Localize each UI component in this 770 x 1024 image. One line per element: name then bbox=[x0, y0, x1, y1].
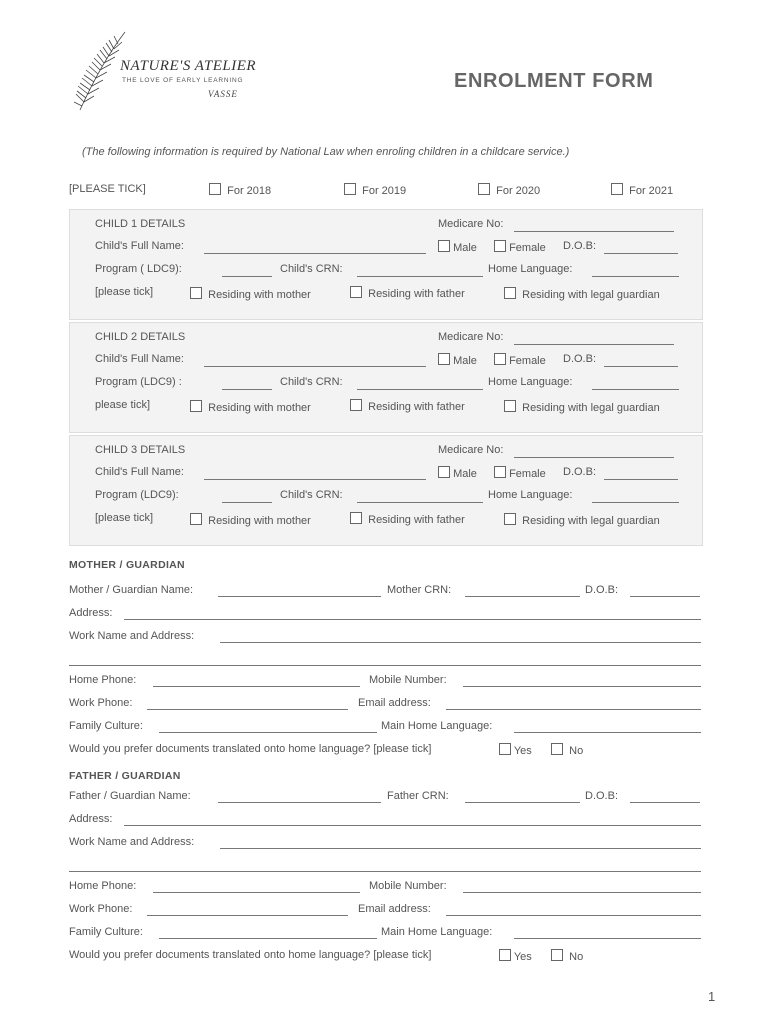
child-2-program-field[interactable] bbox=[222, 389, 272, 390]
child-3-with-mother-option[interactable]: Residing with mother bbox=[190, 513, 311, 527]
checkbox-icon[interactable] bbox=[350, 399, 362, 411]
checkbox-icon[interactable] bbox=[504, 513, 516, 525]
child-1-female-option[interactable]: Female bbox=[494, 240, 546, 254]
mother-email-field[interactable] bbox=[446, 709, 701, 710]
child-3-heading: CHILD 3 DETAILS bbox=[95, 444, 186, 456]
checkbox-icon[interactable] bbox=[350, 512, 362, 524]
mother-work-field-line-2[interactable] bbox=[69, 665, 701, 666]
legal-note: (The following information is required by National Law when enroling children in a childcare service.) bbox=[82, 146, 570, 158]
child-2-dob-field[interactable] bbox=[604, 366, 678, 367]
checkbox-icon[interactable] bbox=[504, 287, 516, 299]
child-2-language-label: Home Language: bbox=[488, 376, 573, 388]
child-2-male-option[interactable]: Male bbox=[438, 353, 477, 367]
child-1-dob-label: D.O.B: bbox=[563, 240, 597, 252]
child-3-tick-label: [please tick] bbox=[95, 512, 154, 524]
year-option-2019[interactable]: For 2019 bbox=[344, 183, 406, 197]
checkbox-icon[interactable] bbox=[438, 466, 450, 478]
father-work-field-line-2[interactable] bbox=[69, 871, 701, 872]
child-1-tick-label: [please tick] bbox=[95, 286, 154, 298]
checkbox-icon[interactable] bbox=[494, 240, 506, 252]
checkbox-icon[interactable] bbox=[190, 400, 202, 412]
mother-crn-label: Mother CRN: bbox=[387, 584, 452, 596]
child-1-name-label: Child's Full Name: bbox=[95, 240, 184, 252]
brand-tagline: THE LOVE OF EARLY LEARNING bbox=[122, 77, 244, 84]
checkbox-icon[interactable] bbox=[438, 353, 450, 365]
child-3-name-field[interactable] bbox=[204, 479, 426, 480]
checkbox-icon[interactable] bbox=[504, 400, 516, 412]
child-2-program-label: Program (LDC9) : bbox=[95, 376, 182, 388]
child-2-tick-label: please tick] bbox=[95, 399, 151, 411]
father-section-heading: FATHER / GUARDIAN bbox=[69, 770, 181, 782]
mother-address-field[interactable] bbox=[124, 619, 701, 620]
checkbox-icon[interactable] bbox=[190, 513, 202, 525]
mother-mobile-field[interactable] bbox=[463, 686, 701, 687]
child-3-dob-field[interactable] bbox=[604, 479, 678, 480]
mother-home-phone-field[interactable] bbox=[153, 686, 360, 687]
checkbox-icon[interactable] bbox=[190, 287, 202, 299]
child-3-name-label: Child's Full Name: bbox=[95, 466, 184, 478]
child-1-heading: CHILD 1 DETAILS bbox=[95, 218, 186, 230]
checkbox-icon[interactable] bbox=[438, 240, 450, 252]
child-2-language-field[interactable] bbox=[592, 389, 679, 390]
mother-work-label: Work Name and Address: bbox=[69, 630, 195, 642]
tick-label: [PLEASE TICK] bbox=[69, 183, 146, 195]
child-3-crn-label: Child's CRN: bbox=[280, 489, 343, 501]
checkbox-icon[interactable] bbox=[209, 183, 221, 195]
child-3-crn-field[interactable] bbox=[357, 502, 483, 503]
father-work-field[interactable] bbox=[220, 848, 701, 849]
child-3-language-label: Home Language: bbox=[488, 489, 573, 501]
child-1-with-guardian-option[interactable]: Residing with legal guardian bbox=[504, 287, 660, 301]
father-email-field[interactable] bbox=[446, 915, 701, 916]
father-address-label: Address: bbox=[69, 813, 113, 825]
mother-work-phone-label: Work Phone: bbox=[69, 697, 133, 709]
brand-name: NATURE'S ATELIER bbox=[120, 58, 257, 74]
year-option-2020[interactable]: For 2020 bbox=[478, 183, 540, 197]
father-work-label: Work Name and Address: bbox=[69, 836, 195, 848]
checkbox-icon[interactable] bbox=[478, 183, 490, 195]
mother-translate-no[interactable]: No bbox=[551, 743, 583, 757]
mother-work-phone-field[interactable] bbox=[147, 709, 348, 710]
child-1-program-label: Program ( LDC9): bbox=[95, 263, 182, 275]
child-1-dob-field[interactable] bbox=[604, 253, 678, 254]
father-work-phone-label: Work Phone: bbox=[69, 903, 133, 915]
child-1-medicare-field[interactable] bbox=[514, 231, 674, 232]
checkbox-icon[interactable] bbox=[344, 183, 356, 195]
child-1-crn-field[interactable] bbox=[357, 276, 483, 277]
child-3-with-father-option[interactable]: Residing with father bbox=[350, 512, 465, 526]
checkbox-icon[interactable] bbox=[350, 286, 362, 298]
checkbox-icon[interactable] bbox=[494, 353, 506, 365]
child-1-language-label: Home Language: bbox=[488, 263, 573, 275]
mother-work-field[interactable] bbox=[220, 642, 701, 643]
father-home-phone-label: Home Phone: bbox=[69, 880, 137, 892]
child-3-female-option[interactable]: Female bbox=[494, 466, 546, 480]
father-translate-question: Would you prefer documents translated onto home language? [please tick] bbox=[69, 949, 432, 961]
child-2-with-guardian-option[interactable]: Residing with legal guardian bbox=[504, 400, 660, 414]
father-name-field[interactable] bbox=[218, 802, 381, 803]
mother-address-label: Address: bbox=[69, 607, 113, 619]
child-2-with-mother-option[interactable]: Residing with mother bbox=[190, 400, 311, 414]
father-main-language-label: Main Home Language: bbox=[381, 926, 493, 938]
child-3-program-field[interactable] bbox=[222, 502, 272, 503]
father-crn-field[interactable] bbox=[465, 802, 580, 803]
checkbox-icon[interactable] bbox=[551, 743, 563, 755]
mother-main-language-label: Main Home Language: bbox=[381, 720, 493, 732]
child-1-with-father-option[interactable]: Residing with father bbox=[350, 286, 465, 300]
child-2-dob-label: D.O.B: bbox=[563, 353, 597, 365]
child-3-program-label: Program (LDC9): bbox=[95, 489, 179, 501]
checkbox-icon[interactable] bbox=[499, 949, 511, 961]
father-dob-field[interactable] bbox=[630, 802, 700, 803]
checkbox-icon[interactable] bbox=[611, 183, 623, 195]
mother-home-phone-label: Home Phone: bbox=[69, 674, 137, 686]
year-option-2021[interactable]: For 2021 bbox=[611, 183, 673, 197]
child-1-crn-label: Child's CRN: bbox=[280, 263, 343, 275]
checkbox-icon[interactable] bbox=[551, 949, 563, 961]
father-mobile-label: Mobile Number: bbox=[369, 880, 447, 892]
father-name-label: Father / Guardian Name: bbox=[69, 790, 191, 802]
father-crn-label: Father CRN: bbox=[387, 790, 449, 802]
father-dob-label: D.O.B: bbox=[585, 790, 619, 802]
father-address-field[interactable] bbox=[124, 825, 701, 826]
child-1-with-mother-option[interactable]: Residing with mother bbox=[190, 287, 311, 301]
child-2-heading: CHILD 2 DETAILS bbox=[95, 331, 186, 343]
page-title: ENROLMENT FORM bbox=[454, 70, 654, 92]
checkbox-icon[interactable] bbox=[494, 466, 506, 478]
child-3-dob-label: D.O.B: bbox=[563, 466, 597, 478]
father-email-label: Email address: bbox=[358, 903, 431, 915]
child-2-medicare-field[interactable] bbox=[514, 344, 674, 345]
child-1-program-field[interactable] bbox=[222, 276, 272, 277]
page-number: 1 bbox=[708, 989, 716, 1004]
father-mobile-field[interactable] bbox=[463, 892, 701, 893]
child-3-with-guardian-option[interactable]: Residing with legal guardian bbox=[504, 513, 660, 527]
child-1-name-field[interactable] bbox=[204, 253, 426, 254]
mother-crn-field[interactable] bbox=[465, 596, 580, 597]
child-2-with-father-option[interactable]: Residing with father bbox=[350, 399, 465, 413]
child-2-female-option[interactable]: Female bbox=[494, 353, 546, 367]
father-translate-yes[interactable]: Yes bbox=[499, 949, 532, 963]
father-translate-no[interactable]: No bbox=[551, 949, 583, 963]
year-option-2018[interactable]: For 2018 bbox=[209, 183, 271, 197]
child-2-crn-label: Child's CRN: bbox=[280, 376, 343, 388]
child-1-medicare-label: Medicare No: bbox=[438, 218, 504, 230]
child-2-name-label: Child's Full Name: bbox=[95, 353, 184, 365]
father-home-phone-field[interactable] bbox=[153, 892, 360, 893]
mother-main-language-field[interactable] bbox=[514, 732, 701, 733]
child-3-language-field[interactable] bbox=[592, 502, 679, 503]
mother-name-field[interactable] bbox=[218, 596, 381, 597]
mother-culture-field[interactable] bbox=[159, 732, 377, 733]
mother-translate-yes[interactable]: Yes bbox=[499, 743, 532, 757]
child-3-male-option[interactable]: Male bbox=[438, 466, 477, 480]
brand-location: VASSE bbox=[208, 89, 238, 99]
father-main-language-field[interactable] bbox=[514, 938, 701, 939]
mother-email-label: Email address: bbox=[358, 697, 431, 709]
father-work-phone-field[interactable] bbox=[147, 915, 348, 916]
child-2-name-field[interactable] bbox=[204, 366, 426, 367]
child-3-medicare-label: Medicare No: bbox=[438, 444, 504, 456]
checkbox-icon[interactable] bbox=[499, 743, 511, 755]
mother-dob-field[interactable] bbox=[630, 596, 700, 597]
child-2-medicare-label: Medicare No: bbox=[438, 331, 504, 343]
mother-name-label: Mother / Guardian Name: bbox=[69, 584, 194, 596]
mother-mobile-label: Mobile Number: bbox=[369, 674, 447, 686]
father-culture-label: Family Culture: bbox=[69, 926, 143, 938]
mother-culture-label: Family Culture: bbox=[69, 720, 143, 732]
child-1-language-field[interactable] bbox=[592, 276, 679, 277]
child-2-crn-field[interactable] bbox=[357, 389, 483, 390]
child-3-medicare-field[interactable] bbox=[514, 457, 674, 458]
father-culture-field[interactable] bbox=[159, 938, 377, 939]
mother-dob-label: D.O.B: bbox=[585, 584, 619, 596]
mother-translate-question: Would you prefer documents translated onto home language? [please tick] bbox=[69, 743, 432, 755]
child-1-male-option[interactable]: Male bbox=[438, 240, 477, 254]
mother-section-heading: MOTHER / GUARDIAN bbox=[69, 559, 185, 571]
